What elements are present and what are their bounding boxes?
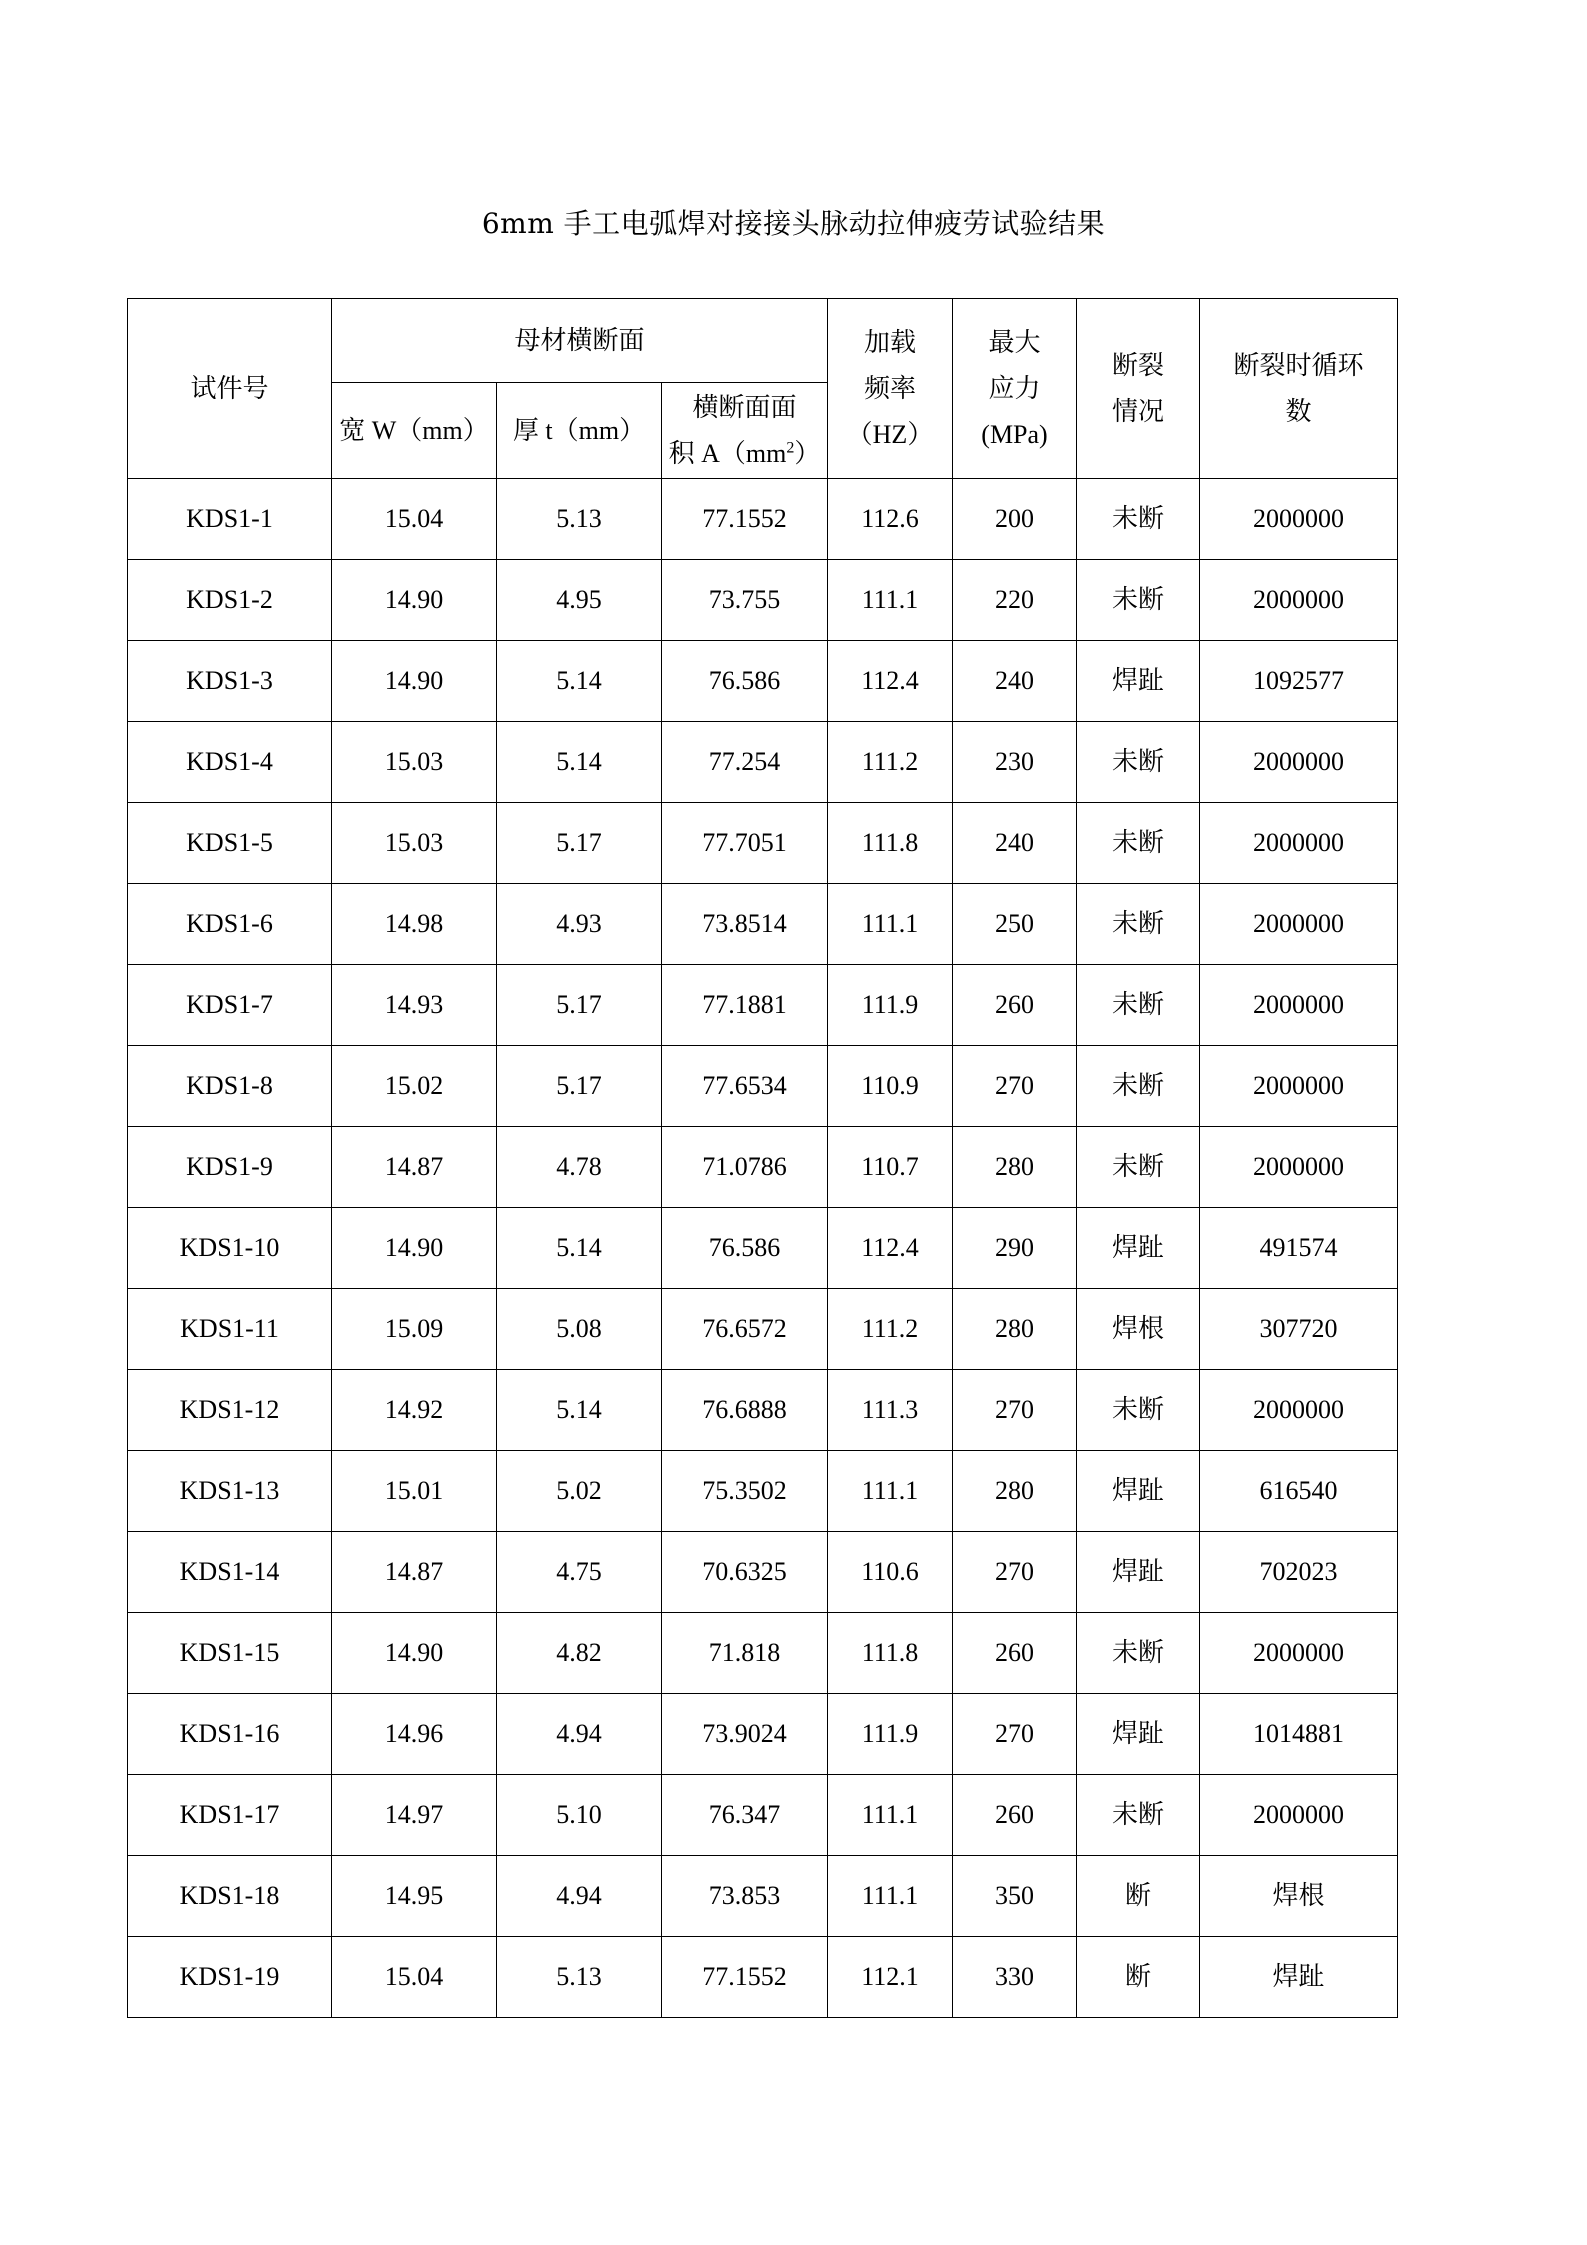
- cell-thickness: 4.82: [497, 1613, 662, 1694]
- table-header: [128, 299, 1398, 479]
- page-title: 6mm 手工电弧焊对接接头脉动拉伸疲劳试验结果: [481, 207, 1106, 240]
- cell-width: 14.93: [332, 965, 497, 1046]
- cell-fracture: 未断: [1077, 965, 1200, 1046]
- cell-max-stress: 200: [953, 479, 1077, 560]
- cell-fracture: 断: [1077, 1937, 1200, 2018]
- cell-specimen-id: KDS1-1: [128, 479, 332, 560]
- cell-cycles: 1092577: [1200, 641, 1398, 722]
- header-area: [662, 383, 828, 479]
- cell-specimen-id: KDS1-11: [128, 1289, 332, 1370]
- results-table: [127, 298, 1398, 2018]
- cell-cycles: 2000000: [1200, 1613, 1398, 1694]
- cell-specimen-id: KDS1-15: [128, 1613, 332, 1694]
- cell-max-stress: 260: [953, 1775, 1077, 1856]
- cell-thickness: 4.95: [497, 560, 662, 641]
- cell-specimen-id: KDS1-2: [128, 560, 332, 641]
- cell-specimen-id: KDS1-18: [128, 1856, 332, 1937]
- cell-thickness: 5.17: [497, 965, 662, 1046]
- cell-area: 77.6534: [662, 1046, 828, 1127]
- table-row: [128, 1856, 1398, 1937]
- cell-cycles: 2000000: [1200, 1046, 1398, 1127]
- table-row: [128, 641, 1398, 722]
- cell-width: 15.03: [332, 803, 497, 884]
- table-row: [128, 884, 1398, 965]
- cell-frequency: 111.2: [828, 1289, 953, 1370]
- cell-thickness: 5.08: [497, 1289, 662, 1370]
- cell-specimen-id: KDS1-5: [128, 803, 332, 884]
- header-max-stress-line1: 最大: [988, 327, 1041, 357]
- cell-max-stress: 290: [953, 1208, 1077, 1289]
- table-row: [128, 1451, 1398, 1532]
- cell-width: 14.90: [332, 1208, 497, 1289]
- table-row: [128, 803, 1398, 884]
- cell-width: 14.92: [332, 1370, 497, 1451]
- cell-max-stress: 270: [953, 1532, 1077, 1613]
- cell-frequency: 110.7: [828, 1127, 953, 1208]
- cell-max-stress: 250: [953, 884, 1077, 965]
- cell-cycles: 2000000: [1200, 560, 1398, 641]
- cell-max-stress: 350: [953, 1856, 1077, 1937]
- cell-area: 76.6572: [662, 1289, 828, 1370]
- cell-thickness: 5.13: [497, 479, 662, 560]
- cell-width: 14.97: [332, 1775, 497, 1856]
- cell-cycles: 307720: [1200, 1289, 1398, 1370]
- cell-max-stress: 280: [953, 1127, 1077, 1208]
- cell-frequency: 111.9: [828, 965, 953, 1046]
- cell-cycles: 2000000: [1200, 479, 1398, 560]
- cell-frequency: 111.1: [828, 1451, 953, 1532]
- cell-frequency: 111.2: [828, 722, 953, 803]
- table-row: [128, 1289, 1398, 1370]
- cell-thickness: 4.94: [497, 1856, 662, 1937]
- cell-specimen-id: KDS1-7: [128, 965, 332, 1046]
- cell-specimen-id: KDS1-6: [128, 884, 332, 965]
- table-row: [128, 1775, 1398, 1856]
- cell-cycles: 2000000: [1200, 722, 1398, 803]
- table-row: [128, 1046, 1398, 1127]
- header-max-stress-line2: 应力: [988, 373, 1041, 403]
- cell-fracture: 未断: [1077, 1775, 1200, 1856]
- cell-thickness: 4.93: [497, 884, 662, 965]
- cell-specimen-id: KDS1-14: [128, 1532, 332, 1613]
- cell-area: 71.0786: [662, 1127, 828, 1208]
- cell-thickness: 5.17: [497, 803, 662, 884]
- cell-max-stress: 260: [953, 965, 1077, 1046]
- cell-frequency: 111.8: [828, 1613, 953, 1694]
- header-cycles-line1: 断裂时循环: [1233, 350, 1364, 380]
- cell-thickness: 5.14: [497, 1370, 662, 1451]
- table-row: [128, 1937, 1398, 2018]
- header-specimen: 试件号: [128, 299, 332, 479]
- cell-specimen-id: KDS1-12: [128, 1370, 332, 1451]
- cell-width: 14.90: [332, 1613, 497, 1694]
- cell-max-stress: 240: [953, 641, 1077, 722]
- cell-specimen-id: KDS1-17: [128, 1775, 332, 1856]
- table-row: [128, 560, 1398, 641]
- cell-fracture: 未断: [1077, 1046, 1200, 1127]
- cell-thickness: 5.14: [497, 1208, 662, 1289]
- table-row: [128, 1613, 1398, 1694]
- cell-width: 15.04: [332, 479, 497, 560]
- header-area-superscript: 2: [786, 438, 795, 456]
- cell-fracture: 焊趾: [1077, 1208, 1200, 1289]
- cell-specimen-id: KDS1-3: [128, 641, 332, 722]
- cell-area: 71.818: [662, 1613, 828, 1694]
- table-row: [128, 1532, 1398, 1613]
- cell-width: 14.98: [332, 884, 497, 965]
- table-row: [128, 965, 1398, 1046]
- cell-fracture: 焊趾: [1077, 1451, 1200, 1532]
- cell-fracture: 未断: [1077, 884, 1200, 965]
- cell-area: 76.586: [662, 641, 828, 722]
- cell-frequency: 112.4: [828, 641, 953, 722]
- cell-width: 14.87: [332, 1127, 497, 1208]
- cell-max-stress: 240: [953, 803, 1077, 884]
- cell-max-stress: 270: [953, 1046, 1077, 1127]
- cell-frequency: 110.6: [828, 1532, 953, 1613]
- cell-frequency: 112.4: [828, 1208, 953, 1289]
- cell-frequency: 111.3: [828, 1370, 953, 1451]
- cell-thickness: 5.13: [497, 1937, 662, 2018]
- cell-width: 15.04: [332, 1937, 497, 2018]
- cell-fracture: 焊趾: [1077, 1532, 1200, 1613]
- cell-cycles: 2000000: [1200, 965, 1398, 1046]
- cell-thickness: 4.75: [497, 1532, 662, 1613]
- cell-thickness: 4.94: [497, 1694, 662, 1775]
- cell-thickness: 5.14: [497, 641, 662, 722]
- cell-fracture: 未断: [1077, 722, 1200, 803]
- cell-fracture: 未断: [1077, 560, 1200, 641]
- cell-width: 14.90: [332, 641, 497, 722]
- cell-frequency: 110.9: [828, 1046, 953, 1127]
- header-area-line2-prefix: 积 A（mm: [668, 438, 787, 468]
- header-fracture-line1: 断裂: [1111, 350, 1164, 380]
- cell-cycles: 焊根: [1200, 1856, 1398, 1937]
- cell-frequency: 111.8: [828, 803, 953, 884]
- cell-fracture: 未断: [1077, 479, 1200, 560]
- cell-frequency: 111.1: [828, 884, 953, 965]
- header-area-line1: 横断面面: [692, 392, 797, 422]
- cell-cycles: 1014881: [1200, 1694, 1398, 1775]
- header-frequency-line1: 加载: [863, 327, 916, 357]
- cell-width: 15.03: [332, 722, 497, 803]
- cell-fracture: 未断: [1077, 803, 1200, 884]
- header-cycles: [1200, 299, 1398, 479]
- cell-area: 77.1552: [662, 479, 828, 560]
- cell-width: 15.01: [332, 1451, 497, 1532]
- cell-cycles: 2000000: [1200, 1370, 1398, 1451]
- cell-thickness: 5.10: [497, 1775, 662, 1856]
- cell-width: 14.87: [332, 1532, 497, 1613]
- cell-frequency: 112.1: [828, 1937, 953, 2018]
- cell-area: 75.3502: [662, 1451, 828, 1532]
- cell-area: 76.347: [662, 1775, 828, 1856]
- cell-width: 14.90: [332, 560, 497, 641]
- cell-cycles: 2000000: [1200, 1775, 1398, 1856]
- cell-fracture: 未断: [1077, 1613, 1200, 1694]
- cell-fracture: 未断: [1077, 1370, 1200, 1451]
- cell-area: 73.8514: [662, 884, 828, 965]
- header-section-group: 母材横断面: [332, 299, 828, 383]
- table-row: [128, 479, 1398, 560]
- cell-max-stress: 280: [953, 1451, 1077, 1532]
- cell-width: 14.96: [332, 1694, 497, 1775]
- cell-max-stress: 220: [953, 560, 1077, 641]
- cell-area: 73.755: [662, 560, 828, 641]
- cell-cycles: 2000000: [1200, 803, 1398, 884]
- cell-area: 77.254: [662, 722, 828, 803]
- cell-specimen-id: KDS1-9: [128, 1127, 332, 1208]
- header-frequency: [828, 299, 953, 479]
- table-row: [128, 1370, 1398, 1451]
- cell-area: 77.1881: [662, 965, 828, 1046]
- header-cycles-line2: 数: [1285, 396, 1312, 426]
- table-row: [128, 722, 1398, 803]
- cell-area: 77.1552: [662, 1937, 828, 2018]
- cell-max-stress: 330: [953, 1937, 1077, 2018]
- cell-fracture: 焊趾: [1077, 641, 1200, 722]
- cell-max-stress: 280: [953, 1289, 1077, 1370]
- cell-max-stress: 230: [953, 722, 1077, 803]
- header-width: 宽 W（mm）: [332, 383, 497, 479]
- cell-thickness: 5.17: [497, 1046, 662, 1127]
- table-row: [128, 1208, 1398, 1289]
- header-fracture-line2: 情况: [1111, 396, 1164, 426]
- cell-max-stress: 270: [953, 1694, 1077, 1775]
- cell-thickness: 5.02: [497, 1451, 662, 1532]
- table-body: [128, 479, 1398, 2018]
- cell-specimen-id: KDS1-4: [128, 722, 332, 803]
- header-fracture: [1077, 299, 1200, 479]
- cell-fracture: 断: [1077, 1856, 1200, 1937]
- cell-area: 76.6888: [662, 1370, 828, 1451]
- cell-area: 76.586: [662, 1208, 828, 1289]
- header-area-line2-suffix: ）: [794, 438, 821, 468]
- cell-thickness: 4.78: [497, 1127, 662, 1208]
- table-row: [128, 1694, 1398, 1775]
- cell-fracture: 焊趾: [1077, 1694, 1200, 1775]
- cell-frequency: 111.9: [828, 1694, 953, 1775]
- cell-fracture: 未断: [1077, 1127, 1200, 1208]
- cell-area: 73.853: [662, 1856, 828, 1937]
- cell-cycles: 491574: [1200, 1208, 1398, 1289]
- cell-cycles: 焊趾: [1200, 1937, 1398, 2018]
- cell-cycles: 2000000: [1200, 884, 1398, 965]
- cell-width: 15.02: [332, 1046, 497, 1127]
- cell-specimen-id: KDS1-13: [128, 1451, 332, 1532]
- cell-specimen-id: KDS1-19: [128, 1937, 332, 2018]
- header-frequency-line2: 频率: [863, 373, 916, 403]
- cell-specimen-id: KDS1-16: [128, 1694, 332, 1775]
- header-thickness: 厚 t（mm）: [497, 383, 662, 479]
- cell-width: 15.09: [332, 1289, 497, 1370]
- cell-fracture: 焊根: [1077, 1289, 1200, 1370]
- cell-thickness: 5.14: [497, 722, 662, 803]
- cell-frequency: 112.6: [828, 479, 953, 560]
- table-row: [128, 1127, 1398, 1208]
- cell-cycles: 2000000: [1200, 1127, 1398, 1208]
- cell-specimen-id: KDS1-8: [128, 1046, 332, 1127]
- cell-width: 14.95: [332, 1856, 497, 1937]
- cell-cycles: 616540: [1200, 1451, 1398, 1532]
- cell-specimen-id: KDS1-10: [128, 1208, 332, 1289]
- cell-cycles: 702023: [1200, 1532, 1398, 1613]
- header-max-stress: [953, 299, 1077, 479]
- cell-frequency: 111.1: [828, 1856, 953, 1937]
- header-frequency-line3: （HZ）: [846, 419, 934, 449]
- cell-max-stress: 270: [953, 1370, 1077, 1451]
- cell-area: 70.6325: [662, 1532, 828, 1613]
- header-max-stress-line3: (MPa): [981, 419, 1048, 449]
- cell-max-stress: 260: [953, 1613, 1077, 1694]
- cell-area: 73.9024: [662, 1694, 828, 1775]
- cell-area: 77.7051: [662, 803, 828, 884]
- cell-frequency: 111.1: [828, 1775, 953, 1856]
- cell-frequency: 111.1: [828, 560, 953, 641]
